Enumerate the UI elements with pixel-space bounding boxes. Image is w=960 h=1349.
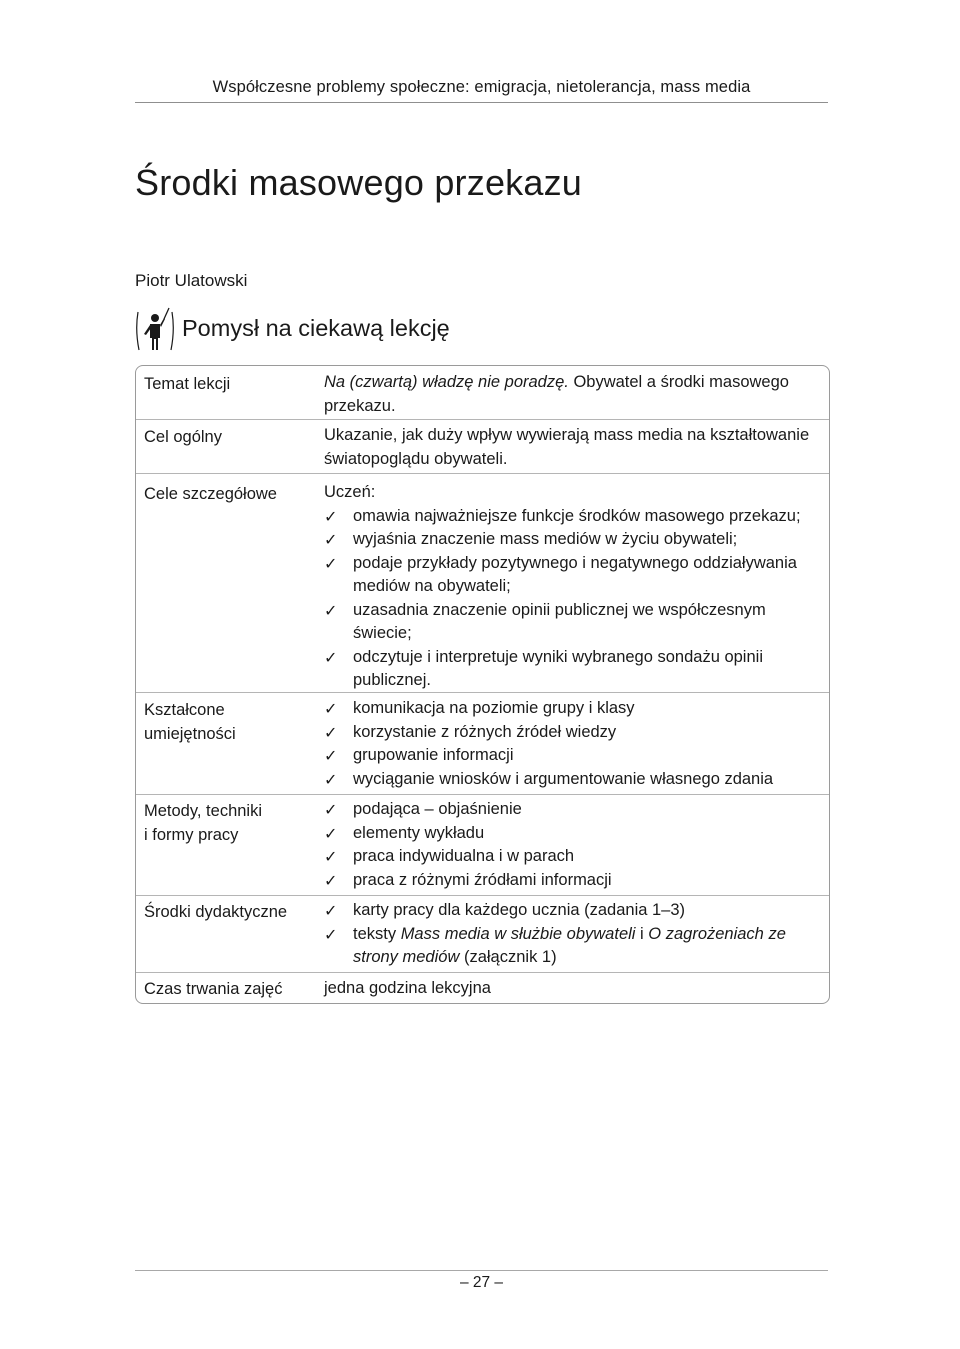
list-item: ✓ wyjaśnia znaczenie mass mediów w życiu obywateli; <box>324 528 824 552</box>
row-methods <box>136 794 829 895</box>
topic-italic: Na (czwartą) władzę nie poradzę. <box>324 373 569 391</box>
list-item: ✓ uzasadnia znaczenie opinii publicznej we współczesnym świecie; <box>324 600 766 642</box>
general-goal-line2: światopoglądu obywateli. <box>324 449 508 468</box>
specific-goals-intro: Uczeń: <box>324 483 376 501</box>
list-item: ✓ teksty Mass media w służbie obywateli i O zagrożeniach ze strony mediów (załącznik 1) <box>324 924 786 966</box>
check-icon: ✓ <box>324 699 338 718</box>
label-specific-goals: Cele szczegółowe <box>144 485 277 503</box>
row-specific-goals <box>136 473 829 692</box>
page-number: – 27 – <box>459 1274 504 1291</box>
label-duration: Czas trwania zajęć <box>144 980 283 998</box>
list-item: ✓ karty pracy dla każdego ucznia (zadania 1–3) <box>324 899 824 923</box>
list-item: ✓ praca z różnymi źródłami informacji <box>324 869 824 893</box>
list-item: ✓ komunikacja na poziomie grupy i klasy <box>324 697 824 721</box>
check-icon: ✓ <box>324 901 338 920</box>
check-icon: ✓ <box>324 847 338 866</box>
list-item: ✓ wyciąganie wniosków i argumentowanie własnego zdania <box>324 768 824 792</box>
list-item: ✓ elementy wykładu <box>324 822 824 846</box>
label-skills: Kształcone umiejętności <box>144 701 236 743</box>
methods-list <box>324 798 824 892</box>
check-icon: ✓ <box>324 823 338 843</box>
check-icon: ✓ <box>324 746 338 765</box>
check-icon: ✓ <box>324 600 338 620</box>
teacher-with-pointer-icon <box>135 306 175 354</box>
list-item: ✓ podaje przykłady pozytywnego i negatywnego oddziaływania mediów na obywateli; <box>324 553 797 595</box>
header-rule <box>135 102 828 103</box>
value-duration: jedna godzina lekcyjna <box>324 979 491 997</box>
list-item: ✓ odczytuje i interpretuje wyniki wybranego sondażu opinii publicznej. <box>324 647 763 689</box>
lesson-plan-table <box>135 365 830 1004</box>
label-topic: Temat lekcji <box>144 375 231 393</box>
topic-rest: Obywatel a środki masowego <box>568 373 789 391</box>
topic-line2: przekazu. <box>324 396 396 415</box>
check-icon: ✓ <box>324 530 338 549</box>
value-skills <box>324 697 824 791</box>
label-methods: Metody, techniki i formy pracy <box>144 802 262 844</box>
row-duration <box>136 972 829 1003</box>
label-general-goal: Cel ogólny <box>144 428 222 446</box>
check-icon: ✓ <box>324 870 338 890</box>
list-item: ✓ praca indywidualna i w parach <box>324 845 824 869</box>
check-icon: ✓ <box>324 722 338 742</box>
label-materials: Środki dydaktyczne <box>144 903 288 921</box>
list-item: ✓ omawia najważniejsze funkcje środków masowego przekazu; <box>324 505 824 529</box>
row-general-goal <box>136 419 829 473</box>
running-header: Współczesne problemy społeczne: emigracja, nietolerancja, mass media <box>212 78 751 96</box>
check-icon: ✓ <box>324 769 338 789</box>
check-icon: ✓ <box>324 924 338 944</box>
list-item: ✓ podająca – objaśnienie <box>324 798 824 822</box>
author: Piotr Ulatowski <box>135 271 248 290</box>
row-topic <box>136 366 829 419</box>
list-item: ✓ korzystanie z różnych źródeł wiedzy <box>324 721 824 745</box>
row-materials <box>136 895 829 972</box>
check-icon: ✓ <box>324 553 338 573</box>
value-specific-goals <box>324 481 824 693</box>
skills-list <box>324 697 824 791</box>
materials-list <box>324 899 824 970</box>
check-icon: ✓ <box>324 800 338 819</box>
specific-goals-list <box>324 505 824 693</box>
check-icon: ✓ <box>324 647 338 667</box>
check-icon: ✓ <box>324 506 338 526</box>
row-skills <box>136 692 829 794</box>
value-general-goal <box>324 424 824 471</box>
value-topic <box>324 371 824 418</box>
list-item: ✓ grupowanie informacji <box>324 744 824 768</box>
value-methods <box>324 798 824 892</box>
general-goal-line1: Ukazanie, jak duży wpływ wywierają mass media na kształtowanie <box>324 426 810 444</box>
section-heading: Pomysł na ciekawą lekcję <box>182 315 450 341</box>
value-materials <box>324 899 824 970</box>
footer-rule <box>135 1270 828 1271</box>
page-title: Środki masowego przekazu <box>135 162 583 203</box>
